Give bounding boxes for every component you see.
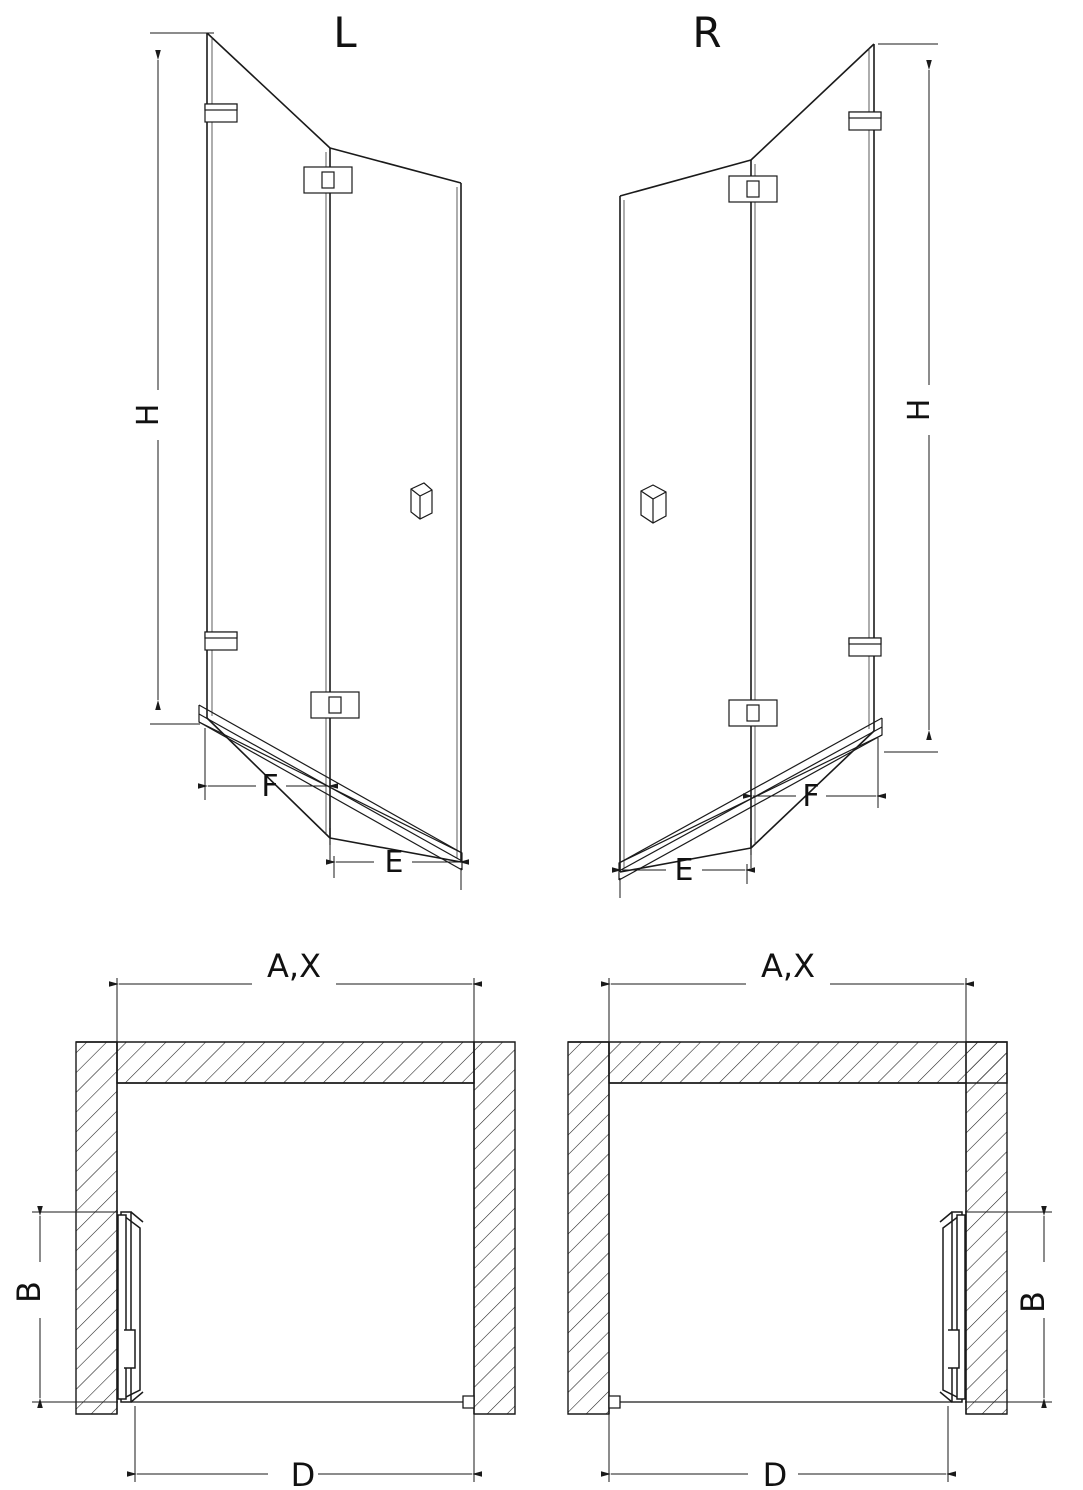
dim-height-left (150, 33, 214, 724)
hinge-top-right (849, 112, 881, 130)
handle-left (411, 483, 432, 519)
iso-view-left (150, 33, 462, 890)
plan-view-left (32, 978, 515, 1482)
hinge-bottom-right (849, 638, 881, 656)
dim-label-F-left: F (261, 769, 279, 804)
hinge-bottom-middle-left (311, 692, 359, 718)
variant-label-L: L (333, 8, 357, 57)
hinge-bottom-middle-right (729, 700, 777, 726)
dim-label-H-right: H (902, 398, 937, 422)
dim-AX-left (117, 978, 474, 1046)
plan-view-right (568, 978, 1052, 1482)
dim-label-AX-right: A,X (761, 947, 815, 985)
hinge-top-middle-right (729, 176, 777, 202)
dim-label-D-right: D (762, 1456, 788, 1490)
dim-label-B-right: B (1014, 1291, 1052, 1313)
dim-label-F-right: F (802, 779, 820, 814)
dim-label-B-left: B (10, 1281, 48, 1303)
dim-label-E-right: E (674, 853, 694, 888)
wall-sections-left (76, 1042, 515, 1414)
hinge-top-left (205, 104, 237, 122)
wall-inner-outline-left (117, 1042, 474, 1414)
dim-height-right (878, 44, 938, 752)
door-leaves-left (118, 1212, 143, 1402)
dim-AX-right (609, 978, 966, 1046)
dim-label-D-left: D (290, 1456, 316, 1490)
iso-view-right (619, 44, 938, 898)
floor-rail-right (609, 1396, 952, 1408)
floor-rail-left (131, 1396, 474, 1408)
dim-label-AX-left: A,X (267, 947, 321, 985)
dim-label-H-left: H (131, 403, 166, 427)
variant-label-R: R (692, 8, 722, 57)
wall-sections-right (568, 1042, 1007, 1414)
hinge-bottom-left (205, 632, 237, 650)
hinge-top-middle-left (304, 167, 352, 193)
dim-label-E-left: E (384, 845, 404, 880)
glass-panels-right (620, 44, 874, 872)
door-leaves-right (940, 1212, 965, 1402)
wall-inner-outline-right (609, 1042, 966, 1414)
handle-right (641, 485, 666, 523)
glass-panels-left (207, 33, 461, 862)
profile-lines-left (212, 37, 457, 858)
